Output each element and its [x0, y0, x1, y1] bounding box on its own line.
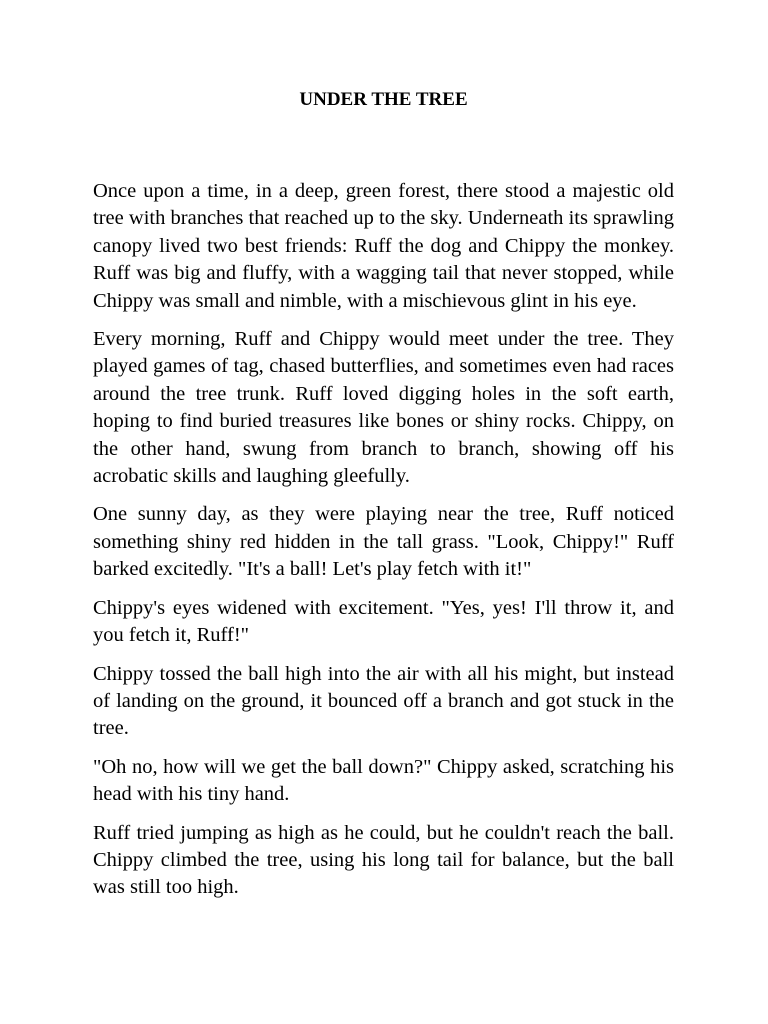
paragraph-1: Once upon a time, in a deep, green forest, there stood a majestic old tree with branches that reached up to the sky. Underneath its sprawling canopy lived two best friends: Ruff the dog and Chippy the monkey. Ruff was big and fluffy, with a wagging tail that never stopped, while Chippy was small and nimble, with a mischievous glint in his eye. — [93, 180, 674, 312]
paragraph-6: "Oh no, how will we get the ball down?" Chippy asked, scratching his head with his tiny hand. — [93, 755, 674, 806]
paragraph-2: Every morning, Ruff and Chippy would meet under the tree. They played games of tag, chased butterflies, and sometimes even had races around the tree trunk. Ruff loved digging holes in the soft earth, hoping to find buried treasures like bones or shiny rocks. Chippy, on the other hand, swung from branch to branch, showing off his acrobatic skills and laughing gleefully. — [93, 328, 674, 488]
document-title: UNDER THE TREE — [299, 89, 468, 110]
paragraph-7: Ruff tried jumping as high as he could, but he couldn't reach the ball. Chippy climbed the tree, using his long tail for balance, but the ball was still too high. — [93, 821, 674, 899]
paragraph-3: One sunny day, as they were playing near the tree, Ruff noticed something shiny red hidden in the tall grass. "Look, Chippy!" Ruff barked excitedly. "It's a ball! Let's play fetch with it!" — [93, 503, 674, 581]
paragraph-4: Chippy's eyes widened with excitement. "Yes, yes! I'll throw it, and you fetch it, Ruff!" — [93, 596, 674, 647]
paragraph-5: Chippy tossed the ball high into the air with all his might, but instead of landing on the ground, it bounced off a branch and got stuck in the tree. — [93, 662, 674, 740]
document-page — [93, 88, 674, 913]
